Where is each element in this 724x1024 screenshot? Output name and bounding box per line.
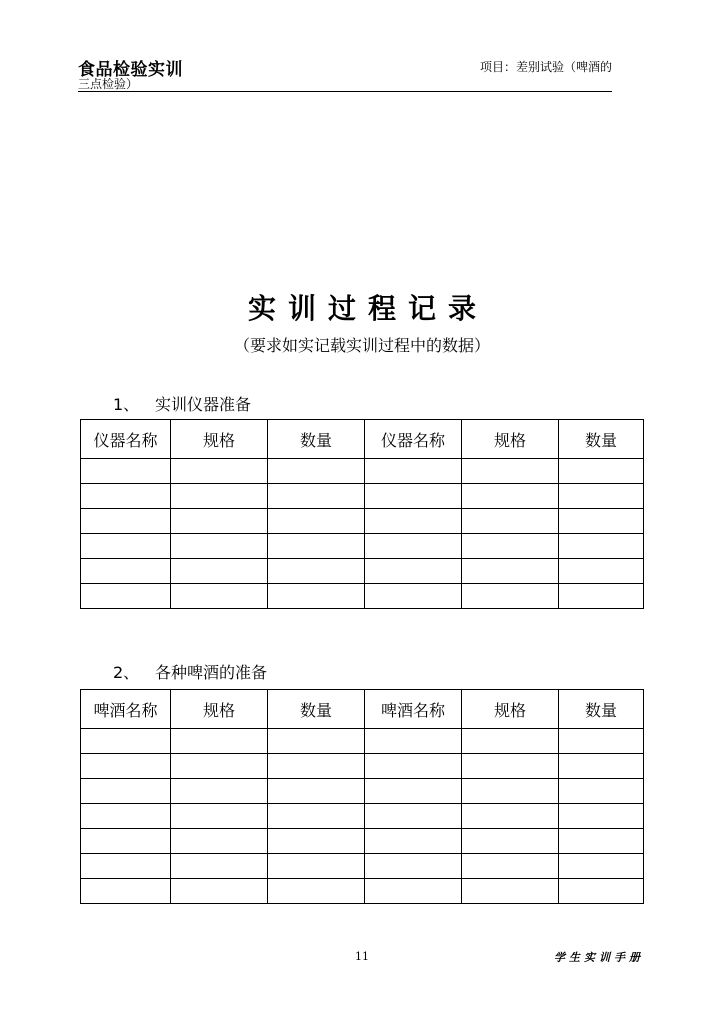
table-cell[interactable]: [81, 804, 171, 829]
table-cell[interactable]: [462, 509, 559, 534]
table-cell[interactable]: [268, 779, 365, 804]
table-row: [81, 729, 644, 754]
column-header: 规格: [171, 420, 268, 459]
section-title: 各种啤酒的准备: [155, 663, 268, 682]
table-cell[interactable]: [559, 534, 644, 559]
table-cell[interactable]: [268, 829, 365, 854]
table-row: [81, 754, 644, 779]
table-cell[interactable]: [462, 534, 559, 559]
table-row: [81, 779, 644, 804]
section-number: 1、: [113, 395, 140, 414]
table-row: [81, 854, 644, 879]
table-cell[interactable]: [171, 879, 268, 904]
table-cell[interactable]: [171, 779, 268, 804]
table-cell[interactable]: [171, 484, 268, 509]
table-cell[interactable]: [365, 879, 462, 904]
table-cell[interactable]: [365, 559, 462, 584]
table-row: [81, 804, 644, 829]
beer-table: [80, 689, 644, 904]
table-cell[interactable]: [171, 509, 268, 534]
column-header: 规格: [171, 690, 268, 729]
column-header: 数量: [559, 420, 644, 459]
table-cell[interactable]: [559, 484, 644, 509]
table-cell[interactable]: [171, 534, 268, 559]
table-cell[interactable]: [559, 584, 644, 609]
table-row: [81, 459, 644, 484]
table-cell[interactable]: [268, 804, 365, 829]
table-cell[interactable]: [365, 804, 462, 829]
table-cell[interactable]: [81, 559, 171, 584]
table-cell[interactable]: [268, 584, 365, 609]
table-cell[interactable]: [268, 484, 365, 509]
section-number: 2、: [113, 663, 140, 682]
table-row: [81, 484, 644, 509]
table-header-row: [81, 420, 644, 459]
table-row: [81, 509, 644, 534]
table-cell[interactable]: [268, 534, 365, 559]
table-cell[interactable]: [462, 804, 559, 829]
table-cell[interactable]: [268, 559, 365, 584]
table-cell[interactable]: [171, 754, 268, 779]
column-header: 数量: [559, 690, 644, 729]
section-heading-instruments: [113, 392, 251, 415]
table-cell[interactable]: [81, 534, 171, 559]
column-header: 规格: [462, 690, 559, 729]
table-row: [81, 534, 644, 559]
table-cell[interactable]: [365, 484, 462, 509]
table-cell[interactable]: [365, 459, 462, 484]
table-cell[interactable]: [365, 534, 462, 559]
table-cell[interactable]: [559, 879, 644, 904]
table-cell[interactable]: [559, 754, 644, 779]
table-cell[interactable]: [462, 484, 559, 509]
table-cell[interactable]: [462, 829, 559, 854]
instrument-table: [80, 419, 644, 609]
table-cell[interactable]: [559, 459, 644, 484]
page-number: 11: [355, 950, 369, 963]
table-cell[interactable]: [81, 509, 171, 534]
table-cell[interactable]: [81, 854, 171, 879]
table-cell[interactable]: [559, 779, 644, 804]
table-cell[interactable]: [81, 584, 171, 609]
table-cell[interactable]: [365, 509, 462, 534]
column-header: 仪器名称: [365, 420, 462, 459]
table-cell[interactable]: [268, 854, 365, 879]
table-cell[interactable]: [365, 779, 462, 804]
table-cell[interactable]: [171, 804, 268, 829]
column-header: 数量: [268, 420, 365, 459]
header-rule: [78, 91, 612, 92]
table-cell[interactable]: [81, 829, 171, 854]
table-cell[interactable]: [559, 559, 644, 584]
column-header: 规格: [462, 420, 559, 459]
table-row: [81, 584, 644, 609]
page-subtitle: （要求如实记载实训过程中的数据）: [233, 336, 490, 355]
table-row: [81, 559, 644, 584]
table-cell[interactable]: [81, 879, 171, 904]
table-cell[interactable]: [365, 854, 462, 879]
table-cell[interactable]: [462, 879, 559, 904]
course-title: 食品检验实训: [78, 60, 183, 80]
table-cell[interactable]: [462, 559, 559, 584]
table-row: [81, 829, 644, 854]
table-cell[interactable]: [365, 584, 462, 609]
table-cell[interactable]: [365, 729, 462, 754]
table-cell[interactable]: [559, 729, 644, 754]
page-title: 实训过程记录: [247, 292, 488, 325]
column-header: 啤酒名称: [365, 690, 462, 729]
table-cell[interactable]: [171, 854, 268, 879]
column-header: 仪器名称: [81, 420, 171, 459]
table-cell[interactable]: [365, 829, 462, 854]
table-cell[interactable]: [559, 804, 644, 829]
table-cell[interactable]: [462, 459, 559, 484]
table-cell[interactable]: [81, 754, 171, 779]
table-row: [81, 879, 644, 904]
table-cell[interactable]: [268, 879, 365, 904]
table-cell[interactable]: [171, 459, 268, 484]
table-cell[interactable]: [462, 729, 559, 754]
table-cell[interactable]: [81, 484, 171, 509]
table-cell[interactable]: [268, 754, 365, 779]
table-header-row: [81, 690, 644, 729]
table-cell[interactable]: [81, 779, 171, 804]
section-heading-beers: [113, 660, 267, 683]
section-title: 实训仪器准备: [155, 395, 252, 414]
table-cell[interactable]: [81, 729, 171, 754]
project-label-continued: 三点检验）: [78, 77, 139, 91]
table-cell[interactable]: [171, 584, 268, 609]
table-cell[interactable]: [462, 584, 559, 609]
table-cell[interactable]: [268, 729, 365, 754]
book-title: 学生实训手册: [554, 951, 644, 964]
table-cell[interactable]: [268, 509, 365, 534]
table-cell[interactable]: [171, 559, 268, 584]
table-cell[interactable]: [268, 459, 365, 484]
table-cell[interactable]: [559, 854, 644, 879]
table-cell[interactable]: [171, 829, 268, 854]
table-cell[interactable]: [365, 754, 462, 779]
table-cell[interactable]: [559, 509, 644, 534]
table-cell[interactable]: [462, 779, 559, 804]
column-header: 数量: [268, 690, 365, 729]
table-cell[interactable]: [462, 854, 559, 879]
table-cell[interactable]: [81, 459, 171, 484]
column-header: 啤酒名称: [81, 690, 171, 729]
table-cell[interactable]: [171, 729, 268, 754]
table-cell[interactable]: [559, 829, 644, 854]
table-cell[interactable]: [462, 754, 559, 779]
project-label: 项目：差别试验（啤酒的: [479, 60, 612, 74]
